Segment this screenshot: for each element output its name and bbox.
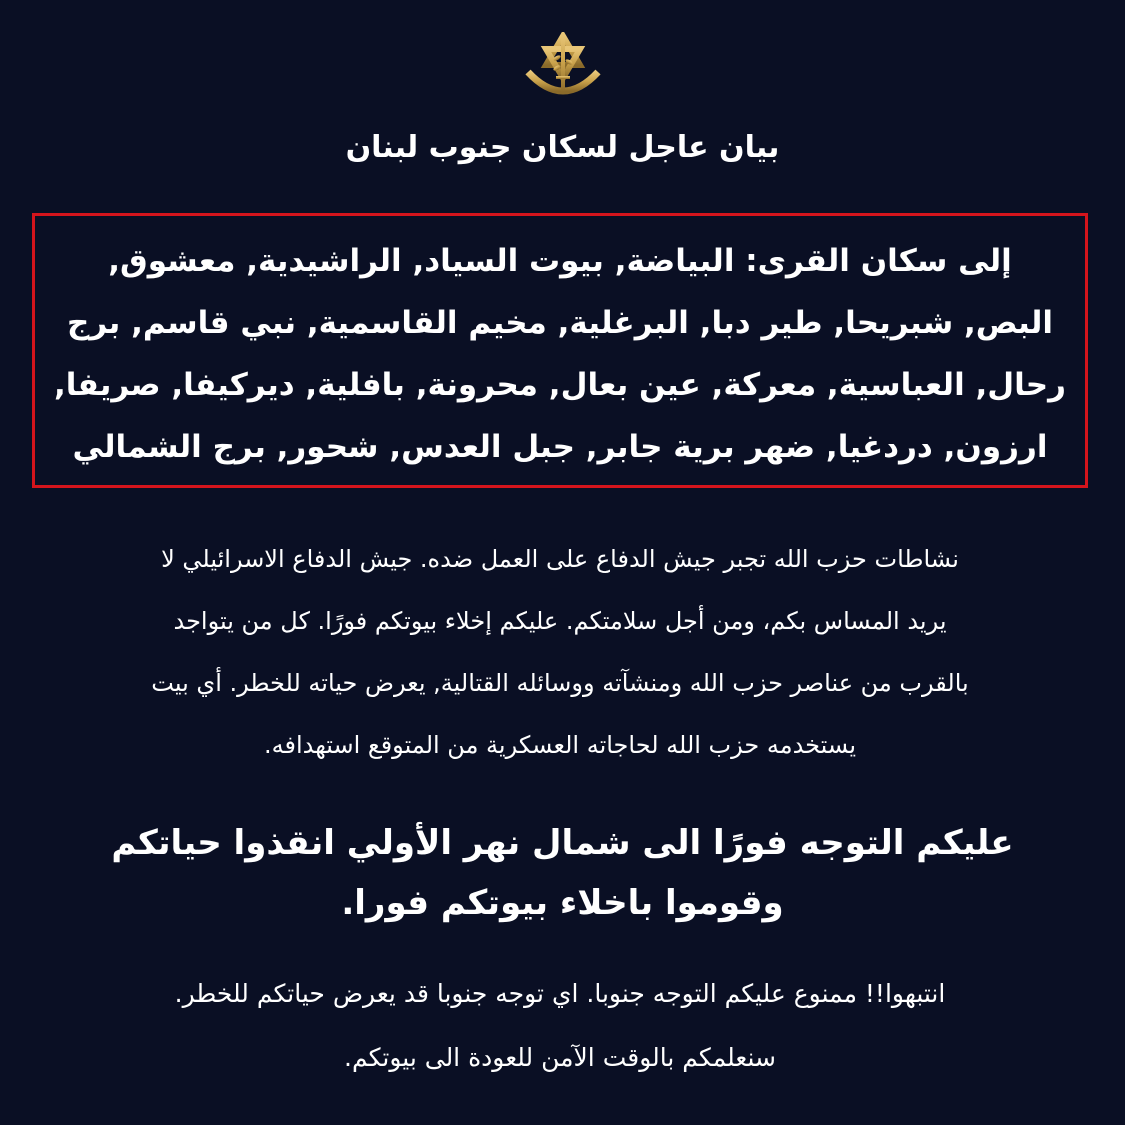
villages-line: إلى سكان القرى: البياضة, بيوت السياد, الراشيدية, معشوق, bbox=[108, 243, 1012, 279]
body-line: يريد المساس بكم، ومن أجل سلامتكم. عليكم إخلاء بيوتكم فورًا. كل من يتواجد bbox=[173, 607, 947, 635]
body-line: يستخدمه حزب الله لحاجاته العسكرية من المتوقع استهدافه. bbox=[263, 731, 857, 759]
body-line: نشاطات حزب الله تجبر جيش الدفاع على العمل ضده. جيش الدفاع الاسرائيلي لا bbox=[161, 545, 959, 573]
body-paragraph bbox=[60, 528, 1060, 776]
instruction-line bbox=[105, 818, 1019, 868]
warning-line: انتبهوا!! ممنوع عليكم التوجه جنوبا. اي توجه جنوبا قد يعرض حياتكم للخطر. bbox=[174, 979, 946, 1008]
headline-container bbox=[0, 128, 1125, 168]
body-line: بالقرب من عناصر حزب الله ومنشآته ووسائله القتالية, يعرض حياته للخطر. أي بيت bbox=[151, 669, 969, 697]
instruction-line bbox=[335, 878, 789, 928]
villages-box bbox=[32, 213, 1088, 488]
warning-line: سنعلمكم بالوقت الآمن للعودة الى بيوتكم. bbox=[344, 1043, 776, 1072]
instruction-text: عليكم التوجه فورًا الى شمال نهر الأولي انقذوا حياتكم bbox=[111, 823, 1014, 863]
villages-line: البص, شبريحا, طير دبا, البرغلية, مخيم القاسمية, نبي قاسم, برج bbox=[67, 305, 1053, 341]
headline bbox=[338, 128, 788, 168]
villages-line: ارزون, دردغيا, ضهر برية جابر, جبل العدس, شحور, برج الشمالي bbox=[72, 429, 1048, 465]
headline-text: بيان عاجل لسكان جنوب لبنان bbox=[345, 130, 780, 165]
instruction-text: وقوموا باخلاء بيوتكم فورا. bbox=[341, 883, 784, 923]
warning-paragraph bbox=[60, 962, 1060, 1090]
evacuation-instruction bbox=[0, 818, 1125, 938]
idf-emblem-icon bbox=[518, 32, 608, 104]
villages-line: رحال, العباسية, معركة, عين بعال, محرونة, بافلية, ديركيفا, صريفا, bbox=[54, 367, 1066, 403]
